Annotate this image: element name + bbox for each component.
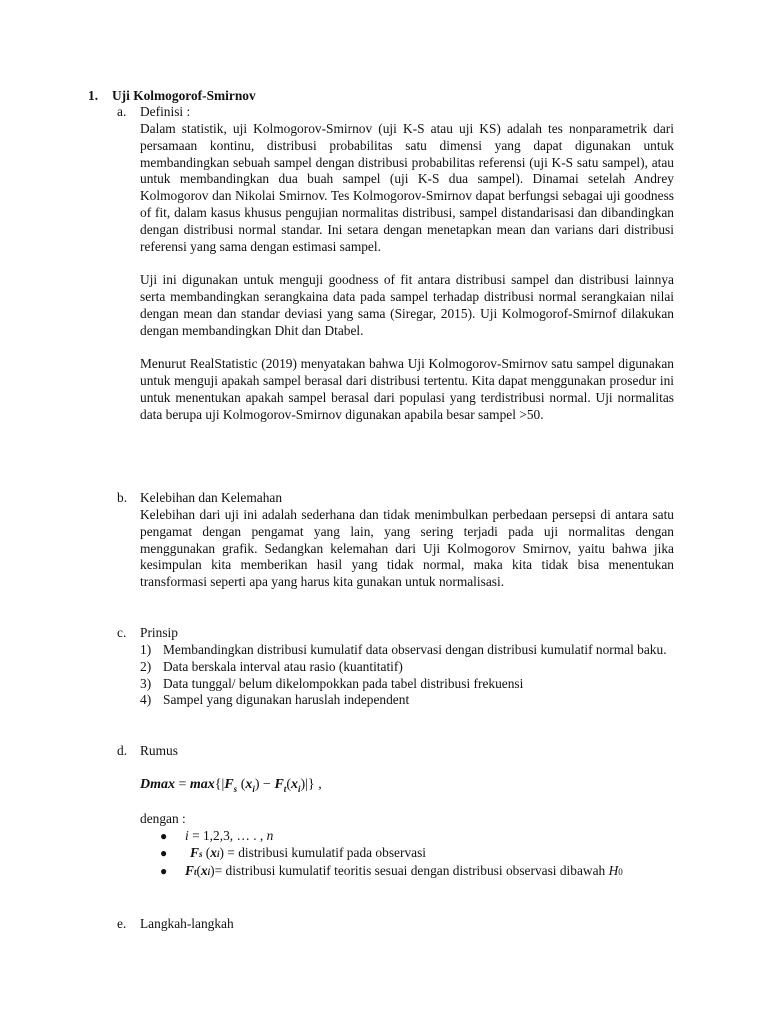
subsection-c-title [117,625,178,642]
formula-sub-i: i [252,783,255,794]
subsection-marker: a. [117,104,127,119]
formula-sub-s: s [233,783,238,794]
ks-formula: $Dmax = \max\{|F_s$ $(x_i) - F_t(x_i)|$} , [140,777,322,794]
definition-paragraph-3: Menurut RealStatistic (2019) menyatakan bahwa Uji Kolmogorov-Smirnov satu sampel digunakan untuk menguji apakah sampel berasal dari distribusi tertentu. Kita dapat menggunakan prosedur ini untuk menentukan apakah sampel berasal dari populasi yang terdistribusi normal. Uji normalitas data berupa uji Kolmogorov-Smirnov digunakan apabila besar sampel >50. [140,356,674,422]
subsection-a-body [140,121,674,423]
formula-minus: − [259,777,275,792]
list-item [140,828,674,845]
formula-eq: = [175,777,190,792]
formula-sub-i: i [297,783,301,794]
formula-open: {| [214,777,225,792]
formula-sub-t: t [283,783,287,794]
subsection-e-title [117,916,234,933]
list-item [140,659,674,676]
list-text: Membandingkan distribusi kumulatif data observasi dengan distribusi kumulatif normal baku. [163,642,667,657]
subsection-title: Kelebihan dan Kelemahan [140,490,283,505]
var-Ft-text: = distribusi kumulatif teoritis sesuai dengan distribusi observasi dibawah [214,862,609,878]
formula-max: max [189,777,215,792]
section-heading [88,88,256,105]
var-H: H [608,862,619,878]
list-item: ● Fs (xi) = distribusi kumulatif pada observasi [160,844,427,860]
var-F: F [190,844,199,860]
advantages-paragraph: Kelebihan dari uji ini adalah sederhana dan tidak menimbulkan perbedaan persepsi di antara satu pengamat dengan pengamat yang lain, yang sering terjadi pada uji normalitas dengan menggunakan grafik. Sedangkan kelemahan dari Uji Kolmogorov Smirnov, yaitu bahwa jika kesimpulan kita memberikan hasil yang tidak normal, maka kita tidak bisa menentukan transformasi seperti apa yang harus kita gunakan untuk normalisasi. [140,507,674,590]
var-n: n [266,828,274,843]
subsection-title: Langkah-langkah [140,916,234,931]
heading-number: 1. [88,88,99,103]
subsection-b-title [117,490,282,507]
list-text: Data berskala interval atau rasio (kuantitatif) [163,658,403,674]
subsection-title: Rumus [140,743,178,758]
var-sub-s: s [198,848,203,859]
subsection-b-body [140,507,674,591]
var-x: x [210,844,217,860]
subsection-a-title [117,104,190,121]
variable-list [140,828,674,880]
var-sub-i: i [216,848,220,859]
var-H-sub: 0 [618,866,623,877]
subsection-title: Definisi : [140,104,191,119]
subsection-marker: b. [117,490,128,505]
formula-F: F [274,777,284,792]
list-text: Data tunggal/ belum dikelompokkan pada tabel distribusi frekuensi [163,675,524,691]
var-sub-i: i [207,866,211,877]
bullet-icon: ● [160,863,168,878]
heading-title: Uji Kolmogorof-Smirnov [112,88,256,103]
definition-paragraph-1: Dalam statistik, uji Kolmogorov-Smirnov (uji K-S atau uji KS) adalah tes nonparametrik dari persamaan kontinu, distribusi probabilitas satu dimensi yang dapat digunakan untuk membandingkan sebuah sampel dengan distribusi probabilitas referensi (uji K-S satu sampel), atau untuk membandingkan dua buah sampel (uji K-S dua sampel). Dinamai setelah Andrey Kolmogorov dan Nikolai Smirnov. Tes Kolmogorov-Smirnov dapat berfungsi sebagai uji goodness of fit, dalam kasus khusus pengujian normalitas distribusi, sampel distandarisasi dan dibandingkan dengan distribusi normal standar. Ini setara dengan menetapkan mean dan varians dari distribusi referensi yang sama dengan estimasi sampel. [140,121,674,254]
subsection-marker: e. [117,916,127,931]
dengan-label: dengan : [140,811,186,826]
formula-x: x [290,777,298,792]
list-number: 3) [140,675,152,691]
list-item [140,692,674,709]
bullet-icon: ● [160,845,168,860]
subsection-d-title [117,743,178,760]
var-i-text: = 1,2,3, … . , [188,828,267,843]
subsection-title: Prinsip [140,625,178,640]
formula-close: |} , [305,777,322,792]
var-sub-t: t [193,866,197,877]
list-number: 1) [140,642,152,657]
var-x: x [200,862,208,878]
subsection-marker: d. [117,743,128,758]
bullet-icon: ● [160,829,168,843]
list-item [140,676,674,693]
list-number: 2) [140,658,152,674]
list-number: 4) [140,692,152,708]
var-i: i [185,828,189,843]
var-F: F [185,862,194,878]
list-text: Sampel yang digunakan haruslah independent [163,692,410,708]
principle-list [140,642,674,709]
formula-lhs: Dmax [140,777,175,792]
subsection-marker: c. [117,625,127,640]
list-item: ● Ft(xi)= distribusi kumulatif teoritis sesuai dengan distribusi observasi dibawah H0 [160,862,623,878]
formula-F: F [224,777,234,792]
definition-paragraph-2: Uji ini digunakan untuk menguji goodness of fit antara distribusi sampel dan distribusi lainnya serta membandingkan serangkaina data pada sampel terhadap distribusi normal serangkaian nilai dengan mean dan standar deviasi yang sama (Siregar, 2015). Uji Kolmogorof-Smirnof dilakukan dengan membandingkan Dhit dan Dtabel. [140,272,674,338]
list-item [140,642,674,659]
formula-x: x [245,777,253,792]
var-Fs-text: = distribusi kumulatif pada observasi [223,844,427,860]
